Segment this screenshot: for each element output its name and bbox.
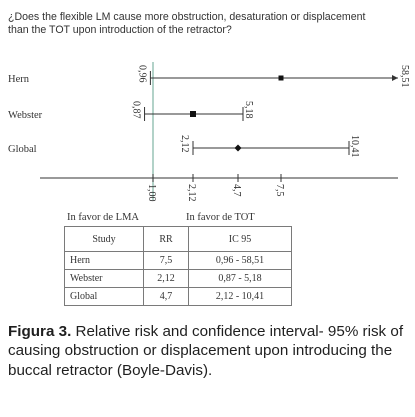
col-header-ic95: IC 95: [189, 227, 292, 252]
ci-lower-label: 2,12: [179, 135, 190, 153]
table-row: [65, 270, 292, 288]
rr-cell: 4,7: [144, 288, 189, 306]
study-cell: Webster: [65, 270, 144, 288]
study-cell: Global: [65, 288, 144, 306]
ic-cell: 2,12 - 10,41: [189, 288, 292, 306]
point-marker: [190, 111, 196, 117]
table-row: [65, 252, 292, 270]
ci-upper-label: 5,18: [243, 101, 254, 119]
col-header-study: Study: [65, 227, 144, 252]
ci-arrow: [392, 75, 398, 81]
ic-cell: 0,96 - 58,51: [189, 252, 292, 270]
chart-title: ¿Does the flexible LM cause more obstruction, desaturation or displacement than the TOT upon introduction of the retractor?: [8, 11, 366, 36]
x-tick-label: 2,12: [186, 184, 197, 202]
x-tick-label: 4,7: [231, 184, 242, 197]
ci-upper-label: 58,51: [399, 65, 410, 88]
col-header-rr: RR: [144, 227, 189, 252]
table-row: [65, 288, 292, 306]
row-label: Hern: [8, 74, 29, 85]
ci-upper-label: 10,41: [349, 135, 360, 158]
row-label: Global: [8, 144, 37, 155]
rr-cell: 2,12: [144, 270, 189, 288]
ic-cell: 0,87 - 5,18: [189, 270, 292, 288]
table-header-row: [65, 227, 292, 252]
point-marker: [279, 76, 284, 81]
figure-caption: [8, 322, 410, 380]
rr-table: [64, 226, 292, 306]
study-cell: Hern: [65, 252, 144, 270]
ci-lower-label: 0,96: [136, 65, 148, 83]
caption-label: Figura 3.: [8, 323, 72, 340]
x-tick-label: 7,5: [274, 184, 285, 197]
row-label: Webster: [8, 110, 43, 121]
favor-left-label: In favor de LMA: [67, 212, 140, 223]
caption-text: Relative risk and confidence interval- 95% risk of causing obstruction or displacement upon introducing the buccal retractor (Boyle-Davis).: [8, 323, 404, 379]
point-marker: [235, 145, 242, 152]
ci-lower-label: 0,87: [130, 101, 142, 119]
x-tick-label: 1,00: [146, 184, 157, 202]
rr-cell: 7,5: [144, 252, 189, 270]
favor-right-label: In favor de TOT: [186, 212, 255, 223]
